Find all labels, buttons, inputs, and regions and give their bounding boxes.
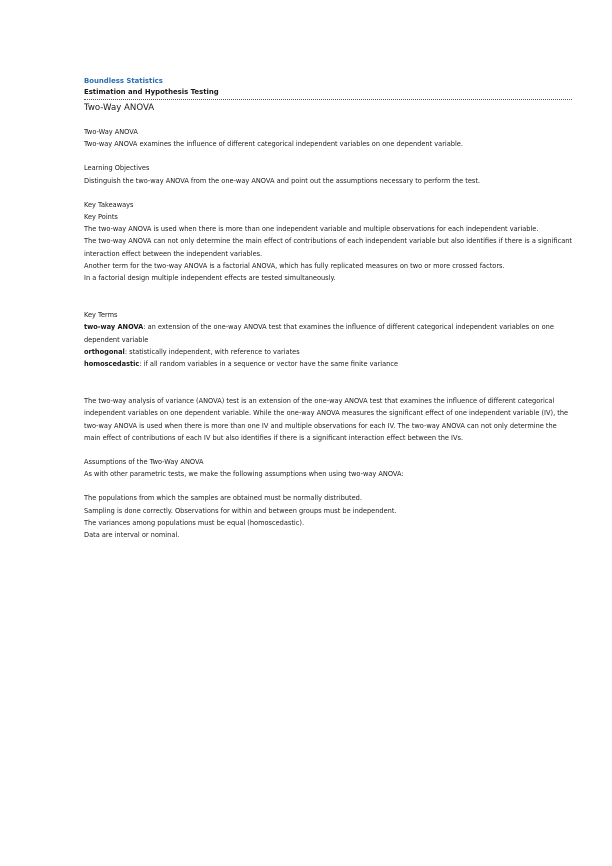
assumption-item: Data are interval or nominal. [84, 531, 180, 540]
intro-text: Two-way ANOVA examines the influence of different categorical independent variables on one dependent variable. [84, 140, 463, 149]
takeaways-heading: Key Takeaways [84, 200, 134, 209]
key-term-name: homoscedastic [84, 360, 140, 369]
assumption-item: Sampling is done correctly. Observations for within and between groups must be independent. [84, 506, 397, 515]
intro-heading: Two-Way ANOVA [84, 128, 138, 136]
key-term-definition: : statistically independent, with reference to variates [124, 347, 300, 356]
key-term-definition: : if all random variables in a sequence or vector have the same finite variance [139, 360, 399, 369]
key-term [84, 358, 572, 370]
assumption-item: The populations from which the samples are obtained must be normally distributed. [84, 494, 362, 503]
objectives-text: Distinguish the two-way ANOVA from the one-way ANOVA and point out the assumptions necessary to perform the test. [84, 176, 481, 185]
document-content [84, 76, 572, 541]
key-term-definition: : an extension of the one-way ANOVA test that examines the influence of different categorical independent variables on one dependent variable [84, 323, 554, 344]
key-point: In a factorial design multiple independent effects are tested simultaneously. [84, 274, 336, 283]
section-title: Two-Way ANOVA [84, 103, 155, 113]
body-paragraph: The two-way analysis of variance (ANOVA) test is an extension of the one-way ANOVA test that examines the influence of different categorical independent variables on one dependent variable. While the one-way ANOVA measures the significant effect of one independent variable (IV), the two-way ANOVA is used when there is more than one IV and multiple observations for each IV. The two-way ANOVA can not only determine the main effect of contributions of each IV but also identifies if there is a significant interaction effect between the IVs. [84, 397, 569, 442]
key-point: The two-way ANOVA can not only determine the main effect of contributions of each independent variable but also identifies if there is a significant interaction effect between the independent variables. [84, 237, 573, 258]
key-point: The two-way ANOVA is used when there is more than one independent variable and multiple observations for each independent variable. [84, 225, 539, 234]
chapter-title: Estimation and Hypothesis Testing [84, 87, 572, 100]
objectives-heading: Learning Objectives [84, 164, 150, 173]
key-terms-heading: Key Terms [84, 311, 118, 320]
assumptions-heading: Assumptions of the Two-Way ANOVA [84, 458, 204, 467]
key-point: Another term for the two-way ANOVA is a factorial ANOVA, which has fully replicated measures on two or more crossed factors. [84, 261, 505, 270]
book-title: Boundless Statistics [84, 77, 163, 85]
assumptions-intro: As with other parametric tests, we make the following assumptions when using two-way ANOVA: [84, 470, 404, 479]
assumption-item: The variances among populations must be equal (homoscedastic). [84, 518, 305, 527]
key-points-heading: Key Points [84, 213, 118, 222]
key-term [84, 321, 572, 345]
key-term-name: two-way ANOVA [84, 323, 144, 332]
key-term-name: orthogonal [84, 347, 125, 356]
key-term [84, 346, 572, 358]
